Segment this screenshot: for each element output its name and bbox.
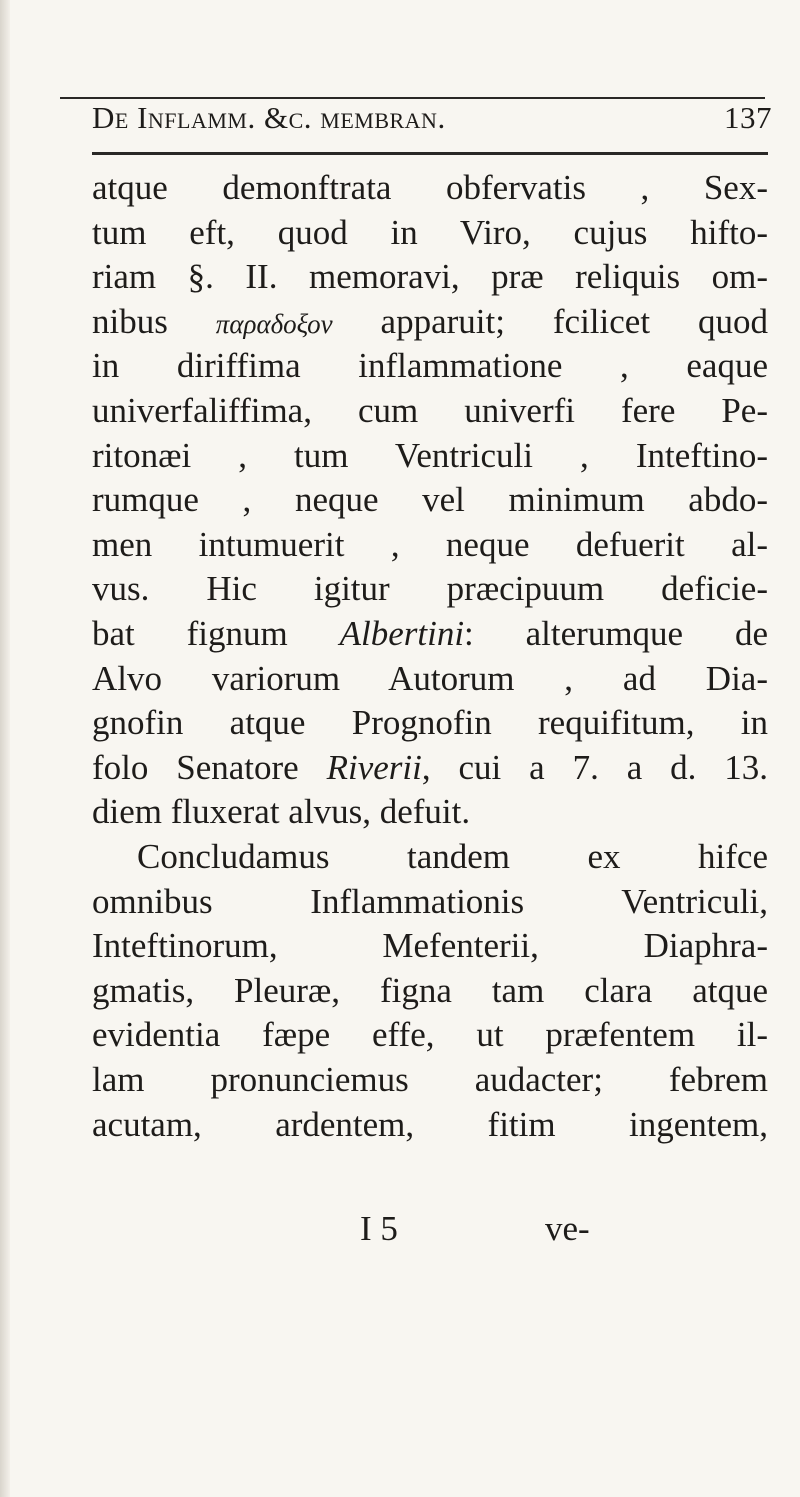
text-run: gnofin atque Prognofin requifitum, in (92, 703, 768, 743)
text-line (92, 478, 768, 522)
text-line (92, 300, 768, 346)
text-run: folo Senatore (92, 747, 327, 787)
text-run: lam pronunciemus audacter; febrem (92, 1060, 768, 1099)
italic-name: Riverii (326, 747, 422, 787)
text-run: gmatis, Pleuræ, figna tam clara atque (92, 970, 768, 1010)
catchword: ve- (545, 1209, 590, 1248)
text-run: nibus (92, 301, 216, 341)
text-line (92, 880, 768, 924)
signature-mark: I 5 (360, 1209, 398, 1248)
text-line (92, 523, 768, 567)
text-line (92, 701, 768, 745)
page-number: 137 (724, 100, 772, 135)
text-line (137, 835, 768, 879)
text-line (92, 389, 768, 433)
running-header (92, 100, 772, 148)
text-run: omnibus Inflammationis Ventriculi, (92, 881, 768, 921)
text-run: rumque , neque vel minimum abdo- (92, 480, 768, 520)
text-line (92, 657, 768, 701)
text-line (92, 612, 768, 656)
text-line (92, 344, 768, 388)
text-line (92, 166, 768, 210)
text-line (92, 790, 768, 834)
text-line (92, 1013, 768, 1057)
running-title: De Inflamm. &c. membran. (92, 100, 446, 135)
text-run: Alvo variorum Autorum , ad Dia- (92, 658, 768, 698)
text-run: ritonæi , tum Ventriculi , Inteftino- (92, 435, 768, 475)
text-line (92, 211, 768, 255)
binding-edge (0, 0, 10, 1497)
text-run: acutam, ardentem, fitim ingentem, (92, 1104, 768, 1144)
text-run: riam §. II. memoravi, præ reliquis om- (92, 257, 768, 297)
text-line (92, 1103, 768, 1147)
text-run: , cui a 7. a d. 13. (421, 747, 769, 787)
text-line (92, 434, 768, 478)
italic-name: Albertini (339, 614, 465, 653)
text-line (92, 746, 768, 790)
text-run: univerfaliffima, cum univerfi fere Pe- (92, 391, 768, 430)
text-run: vus. Hic igitur præcipuum deficie- (92, 569, 768, 609)
text-run: atque demonftrata obfervatis , Sex- (92, 168, 768, 207)
text-line (92, 924, 768, 968)
text-run: diem fluxerat alvus, defuit. (92, 792, 471, 832)
greek-word: παραδοξον (215, 308, 333, 339)
header-rule-bottom (92, 152, 768, 155)
text-run: men intumuerit , neque defuerit al- (92, 524, 768, 564)
text-run: tum eft, quod in Viro, cujus hifto- (92, 212, 768, 252)
text-run: bat fignum (92, 614, 340, 653)
text-line (92, 567, 768, 611)
text-run: evidentia fæpe effe, ut præfentem il- (92, 1015, 768, 1055)
text-line (92, 255, 768, 299)
text-line (92, 1058, 768, 1102)
text-run: apparuit; fcilicet quod (332, 301, 768, 341)
text-run: Concludamus tandem ex hifce (137, 837, 768, 876)
text-line (92, 969, 768, 1013)
header-rule-top (60, 97, 765, 99)
page-footer (360, 1209, 680, 1253)
text-run: Inteftinorum, Mefenterii, Diaphra- (92, 926, 768, 966)
text-run: : alterumque de (464, 614, 768, 653)
text-run: in diriffima inflammatione , eaque (92, 346, 768, 386)
